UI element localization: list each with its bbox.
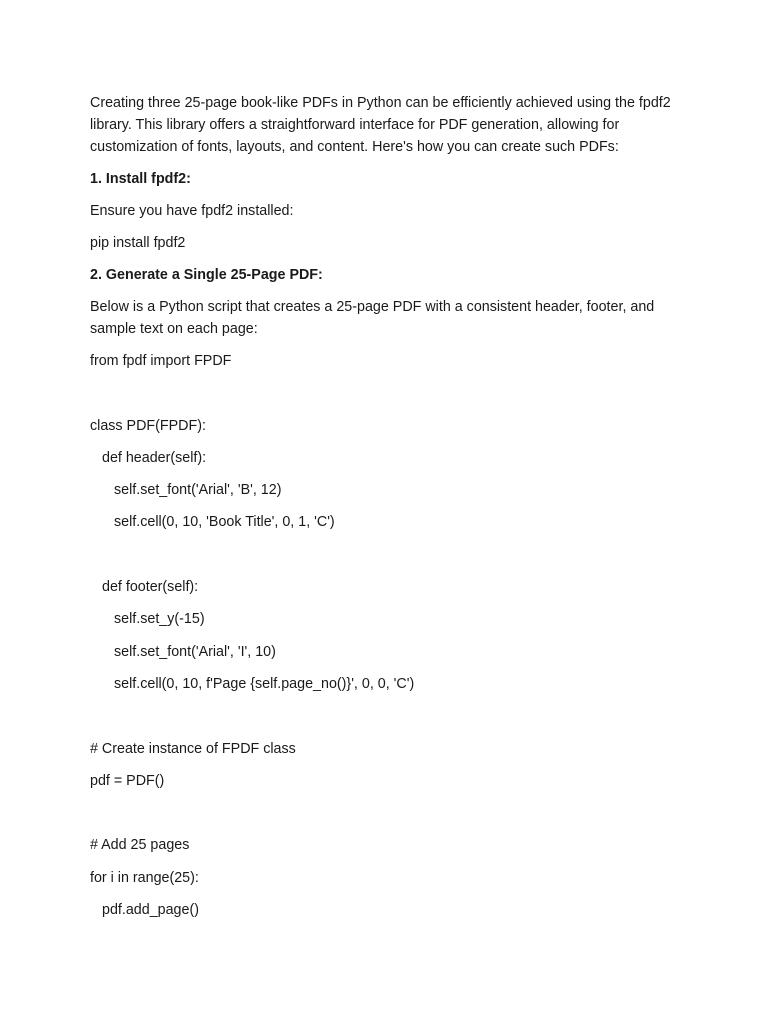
code-line: def header(self):: [102, 449, 207, 466]
document-content: [90, 92, 690, 931]
code-block: [90, 350, 690, 921]
code-line: # Create instance of FPDF class: [90, 740, 296, 757]
code-line: from fpdf import FPDF: [90, 353, 232, 369]
code-line: self.cell(0, 10, 'Book Title', 0, 1, 'C'): [114, 514, 335, 531]
blank-line: [90, 382, 690, 414]
blank-line: [90, 802, 690, 834]
step2-text: Below is a Python script that creates a 25-page PDF with a consistent header, footer, and sample text on each page:: [90, 299, 655, 337]
code-line: pdf = PDF(): [90, 772, 165, 789]
step1-heading: 1. Install fpdf2:: [90, 171, 191, 187]
code-line: self.set_font('Arial', 'B', 12): [114, 482, 282, 499]
code-line: for i in range(25):: [90, 869, 199, 886]
blank-line: [90, 705, 690, 737]
code-line: pdf.add_page(): [102, 902, 199, 919]
code-line: def footer(self):: [102, 579, 199, 596]
code-line: self.set_y(-15): [114, 611, 205, 628]
step1-text: Ensure you have fpdf2 installed:: [90, 203, 294, 219]
code-line: self.cell(0, 10, f'Page {self.page_no()}', 0, 0, 'C'): [114, 675, 415, 692]
install-command: pip install fpdf2: [90, 235, 186, 251]
code-line: # Add 25 pages: [90, 837, 190, 854]
intro-paragraph: Creating three 25-page book-like PDFs in Python can be efficiently achieved using the fpdf2 library. This library offers a straightforward interface for PDF generation, allowing for customization of fonts, layouts, and content. Here's how you can create such PDFs:: [90, 95, 671, 155]
code-line: class PDF(FPDF):: [90, 417, 206, 434]
code-line: self.set_font('Arial', 'I', 10): [114, 643, 276, 660]
step2-heading: 2. Generate a Single 25-Page PDF:: [90, 267, 323, 283]
blank-line: [90, 544, 690, 576]
